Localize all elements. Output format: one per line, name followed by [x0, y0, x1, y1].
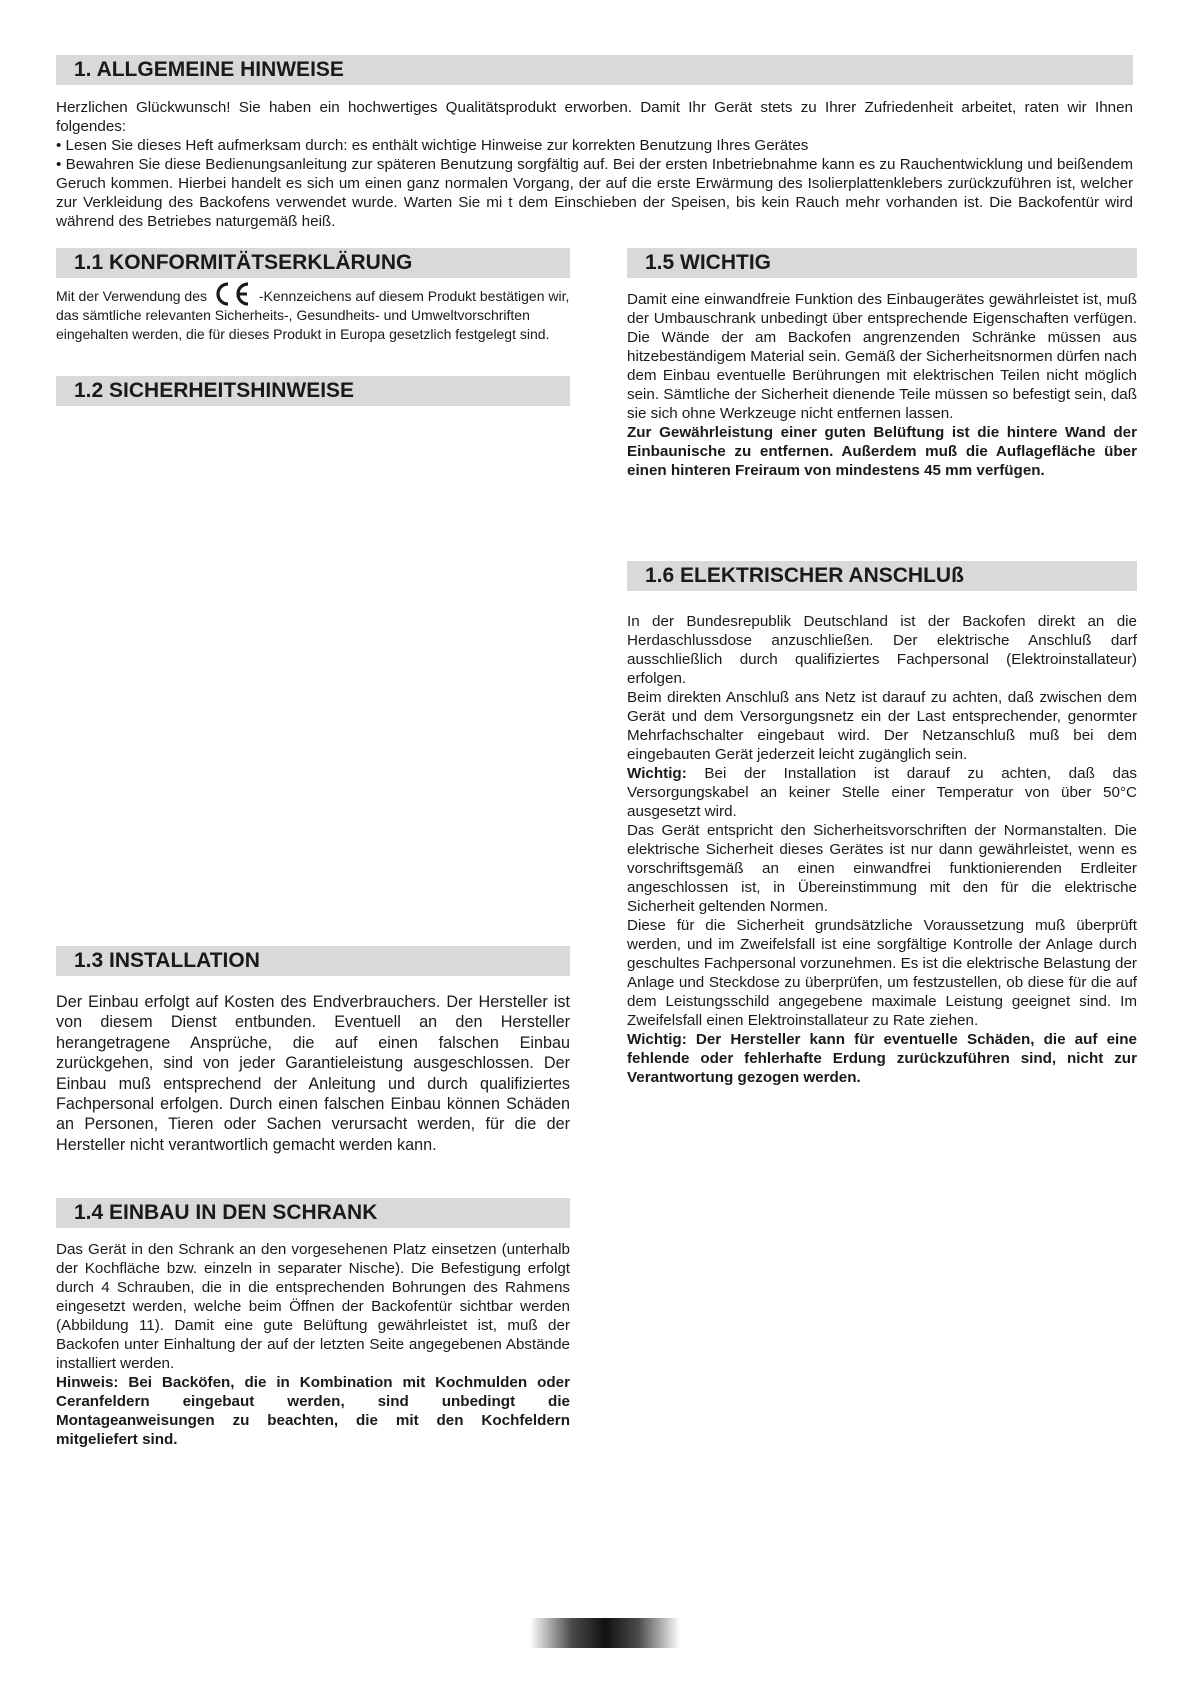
wichtig-bold-paragraph: Zur Gewährleistung einer guten Belüftung ist die hintere Wand der Einbaunische zu entfernen. Außerdem muß die Auflagefläche über einen hinteren Freiraum von mindestens 45 mm verfügen. [627, 424, 1137, 479]
anschluss-bold-paragraph: Wichtig: Der Hersteller kann für eventuelle Schäden, die auf eine fehlende oder fehlerhafte Erdung zurückzuführen sind, nicht zur Verantwortung gezogen werden. [627, 1031, 1137, 1086]
section-body-allgemeine-hinweise [56, 98, 1133, 231]
anschluss-paragraph: Das Gerät entspricht den Sicherheitsvorschriften der Normanstalten. Die elektrische Sicherheit dieses Gerätes ist nur dann gewährleistet, wenn es vorschriftsgemäß an einen einwandfrei funktionierenden Erdleiter angeschlossen ist, in Übereinstimmung mit den für die elektrische Sicherheit geltenden Normen. [627, 822, 1137, 915]
anschluss-paragraph: Beim direkten Anschluß ans Netz ist darauf zu achten, daß zwischen dem Gerät und dem Versorgungsnetz ein der Last entsprechender, genormter Mehrfachschalter eingebaut wird. Der Netzanschluß muß bei dem eingebauten Gerät jederzeit leicht zugänglich sein. [627, 689, 1137, 763]
anschluss-paragraph [627, 764, 1137, 821]
anschluss-paragraph: In der Bundesrepublik Deutschland ist der Backofen direkt an die Herdaschlussdose anzuschließen. Der elektrische Anschluß darf ausschließlich durch qualifiziertes Fachpersonal (Elektroinstallateur) erfolgen. [627, 613, 1137, 687]
einbau-paragraph: Das Gerät in den Schrank an den vorgesehenen Platz einsetzen (unterhalb der Kochfläche bzw. einzeln in separater Nische). Die Befestigung erfolgt durch 4 Schrauben, die in die entsprechenden Bohrungen des Rahmens eingesetzt werden, welche beim Öffnen der Backofentür sichtbar werden (Abbildung 11). Damit eine gute Belüftung gewährleistet ist, muß der Backofen unter Einhaltung der auf der letzten Seite angegebenen Abstände installiert werden. [56, 1241, 570, 1372]
wichtig-text: Bei der Installation ist darauf zu achten, daß das Versorgungskabel an keiner Stelle einer Temperatur von über 50°C ausgesetzt wird. [627, 765, 1137, 820]
section-heading-wichtig: 1.5 WICHTIG [627, 248, 1137, 278]
bullet-item: • Lesen Sie dieses Heft aufmerksam durch: es enthält wichtige Hinweise zur korrekten Benutzung Ihres Gerätes [56, 137, 809, 154]
section-body-installation [56, 992, 570, 1155]
section-body-wichtig [627, 290, 1137, 480]
section-heading-installation: 1.3 INSTALLATION [56, 946, 570, 976]
conformity-text-start: Mit der Verwendung des [56, 288, 207, 304]
page-number-bar [530, 1618, 680, 1648]
ce-mark-icon [211, 282, 251, 306]
installation-paragraph: Der Einbau erfolgt auf Kosten des Endverbrauchers. Der Hersteller ist von diesem Dienst entbunden. Eventuell an den Hersteller herangetragene Ansprüche, die auf einen falschen Einbau zurückgehen, sind von jeder Garantieleistung ausgeschlossen. Der Einbau muß entsprechend der Anleitung und durch qualifiziertes Fachpersonal erfolgen. Durch einen falschen Einbau können Schäden an Personen, Tieren oder Sachen verursacht werden, für die der Hersteller nicht verantwortlich gemacht werden kann. [56, 993, 570, 1154]
einbau-note: Hinweis: Bei Backöfen, die in Kombination mit Kochmulden oder Ceranfeldern eingebaut werden, sind unbedingt die Montageanweisungen zu beachten, die mit den Kochfeldern mitgeliefert sind. [56, 1374, 570, 1448]
anschluss-paragraph: Diese für die Sicherheit grundsätzliche Voraussetzung muß überprüft werden, und im Zweifelsfall ist eine sorgfältige Kontrolle der Anlage durch geschultes Fachpersonal vorzunehmen. Es ist die elektrische Belastung der Anlage und Steckdose zu überprüfen, um festzustellen, ob diese für die auf dem Leistungsschild angegebene maximale Leistung geeignet sind. Im Zweifelsfall einen Elektroinstallateur zu Rate ziehen. [627, 917, 1137, 1029]
section-heading-elektrischer-anschluss: 1.6 ELEKTRISCHER ANSCHLUß [627, 561, 1137, 591]
section-heading-allgemeine-hinweise: 1. ALLGEMEINE HINWEISE [56, 55, 1133, 85]
section-heading-einbau-in-den-schrank: 1.4 EINBAU IN DEN SCHRANK [56, 1198, 570, 1228]
section-body-konformitaetserklaerung [56, 282, 570, 344]
wichtig-paragraph: Damit eine einwandfreie Funktion des Einbaugerätes gewährleistet ist, muß der Umbauschrank unbedingt über entsprechende Eigenschaften verfügen. Die Wände der am Backofen angrenzenden Schränke müssen aus hitzebeständigem Material sein. Gemäß der Sicherheitsnormen dürfen nach dem Einbau eventuelle Berührungen mit elektrischen Teilen nicht möglich sein. Sämtliche der Sicherheit dienende Teile müssen so befestigt sein, daß sie sich ohne Werkzeuge nicht entfernen lassen. [627, 291, 1137, 422]
bullet-item: • Bewahren Sie diese Bedienungsanleitung zur späteren Benutzung sorgfältig auf. Bei der ersten Inbetriebnahme kann es zu Rauchentwicklung und beißendem Geruch kommen. Hierbei handelt es sich um einen ganz normalen Vorgang, der auf die erste Erwärmung des Isolierplattenklebers zurückzuführen ist, welcher zur Verkleidung des Backofens verwendet wurde. Warten Sie mi t dem Einschieben der Speisen, bis kein Rauch mehr vorhanden ist. Die Backofentür wird während des Betriebes naturgemäß heiß. [56, 156, 1133, 230]
conformity-text-end: -Kennzeichens auf diesem Produkt bestätigen wir, das sämtliche relevanten Sicherheits-, Gesundheits- und Umweltvorschriften eingehalten werden, die für dieses Produkt in Europa gesetzlich festgelegt sind. [56, 288, 570, 342]
section-heading-konformitaetserklaerung: 1.1 KONFORMITÄTSERKLÄRUNG [56, 248, 570, 278]
section-body-elektrischer-anschluss [627, 612, 1137, 1087]
wichtig-label: Wichtig: [627, 765, 687, 782]
intro-paragraph: Herzlichen Glückwunsch! Sie haben ein hochwertiges Qualitätsprodukt erworben. Damit Ihr Gerät stets zu Ihrer Zufriedenheit arbeitet, raten wir Ihnen folgendes: [56, 99, 1133, 135]
section-body-einbau-in-den-schrank [56, 1240, 570, 1449]
section-heading-sicherheitshinweise: 1.2 SICHERHEITSHINWEISE [56, 376, 570, 406]
